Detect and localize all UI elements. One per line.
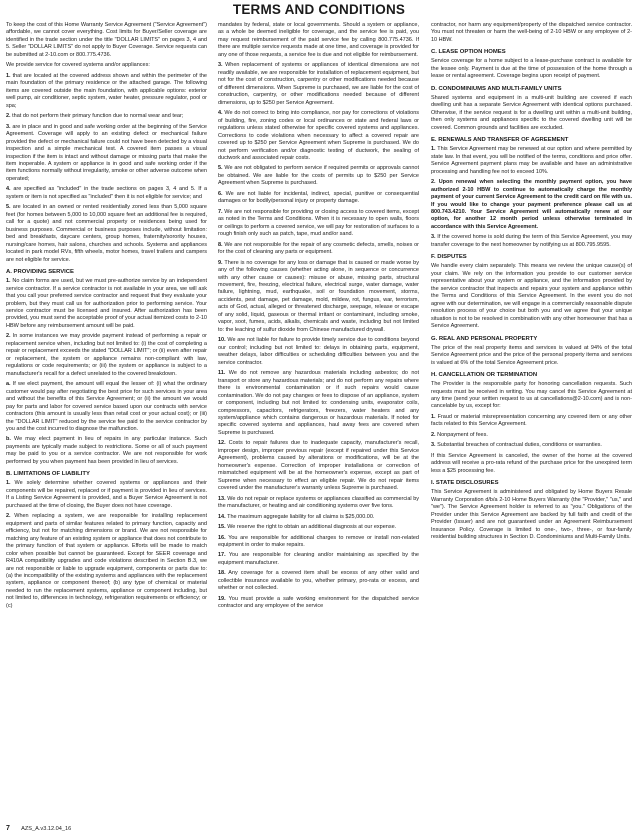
clause-text: are located in an owned or rented residentially zoned less than 5,000 square feet (for homes between 5,000 to 10,000 square feet an additional fee is required, call for a quote) and not commercial property or residences being used for business purposes. Commercial or business purposes include, without limitation: bed and breakfasts, daycare centers, group homes, fraternity/sorority houses, nursing/care homes, hair salons, churches and schools. Systems and appliances located in park model RVs, fifth wheels, motor homes, travel trailers and campers are not eligible for service. (6, 204, 207, 263)
clause-text: You are responsible for cleaning and/or maintaining as specified by the equipment manufacturer. (218, 552, 419, 566)
clause-text: We provide service for covered systems and/or appliances: (6, 62, 150, 69)
clause-number: 4. (218, 110, 223, 117)
text-column-2 (218, 22, 419, 817)
clause-text: We are not liable for incidental, indirect, special, punitive or consequential damages or for bodily/personal injury or property damage. (218, 190, 419, 205)
clause-text: If we elect payment, the amount will equal the lesser of: (i) what the ordinary customer would pay after negotiating the best price for such services in your area and without the benefits of this Service Agreement; or (ii) the amount we would pay for parts and labor for covered service based upon our contracts with service contractors (this amount is usually less than retail cost or your actual cost); or (iii) the "DOLLAR LIMIT" reduced by the service fee paid to the service contractor by you and the cost incurred to diagnose the malfunction. (6, 381, 207, 432)
numbered-clause (431, 146, 632, 176)
numbered-clause (218, 514, 419, 521)
clause-number: 3. (6, 123, 11, 130)
clause-number: 7. (218, 208, 223, 215)
numbered-clause (218, 535, 419, 550)
clause-number: 19. (218, 595, 226, 602)
paragraph (431, 22, 632, 44)
clause-number: 1. (6, 72, 11, 79)
clause-text: When replacing a system, we are responsible for installing replacement equipment and parts of similar features related to primary function, capacity and efficiency, but not for matching dimensions or brand. We are not responsible for matching any feature of an existing system or appliance that does not contribute to the primary function of that system or appliance. Efforts will be made to match color when possible but cannot be guaranteed. Except for SEER coverage and R410A compatibility upgrades and code violations described in Section B.3, we are not responsible or liable to upgrade equipment, components or parts due to: (a) the incompatibility of the existing systems and appliances with the replacement system, appliance or component thereof; (b) any type of chemical or material needed to run the replacement systems, appliance or component including, but not limited to, differences in technology, refrigeration requirements or efficiency; or (c) (6, 513, 207, 609)
clause-text: Costs to repair failures due to inadequate capacity, manufacturer's recall, improper design, improper previous repair (except if repaired under this Service Agreement), problems caused by alterations or modifications, will be at the homeowner's expense. Correction of improper installations or correction of mismatched equipment will be at the homeowner's expense, except as part of Supreme when necessary to effect an eligible repair. We do not repair items covered under the manufacturer's warranty unless Supreme is purchased. (218, 440, 419, 492)
numbered-clause (218, 165, 419, 187)
clause-text: If this Service Agreement is canceled, the owner of the home at the covered address will receive a pro-rata refund of the purchase price for the unexpired term less a $25 processing fee. (431, 452, 632, 474)
section-heading: D. CONDOMINIUMS AND MULTI-FAMILY UNITS (431, 85, 562, 92)
clause-text: We are not obligated to perform service if required permits or approvals cannot be obtained. We are liable for the costs of permits up to $250 per Service Agreement when Supreme is purchased. (218, 165, 419, 187)
page-title: TERMS AND CONDITIONS (232, 2, 406, 17)
paragraph (431, 263, 632, 330)
clause-number: 3. (218, 62, 223, 69)
clause-text: Nonpayment of fees. (437, 431, 488, 438)
numbered-clause (6, 513, 207, 610)
clause-number: 1. (6, 278, 11, 285)
clause-number: 14. (218, 513, 226, 520)
page-number: 7 (6, 825, 10, 832)
numbered-clause (218, 370, 419, 437)
section-heading: H. CANCELLATION OR TERMINATION (431, 372, 538, 379)
numbered-clause (218, 209, 419, 239)
clause-number: 1. (431, 146, 436, 153)
clause-number: 8. (218, 241, 223, 248)
numbered-clause (6, 278, 207, 330)
clause-number: a. (6, 381, 11, 388)
clause-number: 5. (6, 204, 11, 211)
numbered-clause (6, 480, 207, 510)
clause-text: The maximum aggregate liability for all claims is $25,000.00. (227, 513, 375, 520)
clause-number: 11. (218, 370, 226, 377)
numbered-clause (431, 179, 632, 231)
section-heading: A. PROVIDING SERVICE (6, 269, 74, 276)
numbered-clause (218, 524, 419, 531)
numbered-clause (218, 242, 419, 257)
section-heading: F. DISPUTES (431, 254, 467, 261)
numbered-clause (218, 337, 419, 367)
clause-number: 2. (6, 113, 11, 120)
clause-text: Service coverage for a home subject to a lease-purchase contract is available for the lessee only. Payment is due at the time of possession of the home through a lease or rental agreement. Coverage begins upon receipt of payment. (431, 58, 632, 80)
paragraph (431, 381, 632, 411)
clause-text: We do not repair or replace systems or appliances classified as commercial by the manufacturer, or heating and air conditioning systems over five tons. (218, 495, 419, 510)
clause-number: 3. (431, 442, 436, 449)
clause-number: 10. (218, 337, 226, 344)
clause-number: 2. (6, 513, 11, 520)
clause-text: We solely determine whether covered systems or appliances and their components will be repaired, replaced or if payment is provided in lieu of services. If a Listing Service Agreement is provided, and a Buyer Service Agreement is not purchased at the time of closing, the Buyer does not have coverage. (6, 480, 207, 509)
clause-text: contractor, nor harm any equipment/property of the dispatched service contractor. You must not threaten or harm the well-being of 2-10 HBW or any employee of 2-10 HBW. (431, 22, 632, 43)
clause-text: When replacement of systems or appliances of identical dimensions are not readily available, we are responsible for installation of replacement equipment, but not for the cost of construction, carpentry or other modifications needed because of different dimensions. When Supreme is purchased, we are liable for the cost of construction, carpentry, or other modifications needed because of different dimensions, up to $250 per Service Agreement. (218, 62, 419, 106)
paragraph (6, 22, 207, 59)
numbered-clause (6, 204, 207, 264)
clause-number: 17. (218, 552, 226, 559)
clause-number: 1. (431, 413, 436, 420)
clause-number: 1. (6, 480, 11, 487)
numbered-clause (431, 414, 632, 429)
clause-number: 5. (218, 165, 223, 172)
clause-number: 3. (431, 234, 436, 241)
clause-text: The price of the real property items and services is valued at 94% of the total Service Agreement price and the price of the personal property items and services is valued at 6% of the total Service Agreement price. (431, 344, 632, 366)
numbered-clause (218, 110, 419, 162)
clause-text: that are located at the covered address shown and within the perimeter of the main foundation of the primary residence or the attached garage. The following items are covered outside the main foundation, with applicable options: exterior well pump, air conditioner, septic system, water heater, pressure regulator, pool or spa; (6, 72, 207, 109)
clause-text: Any coverage for a covered item shall be excess of any other valid and collectible insurance available to you, whether primary, pro-rata or excess, and whether or not collected. (218, 570, 419, 592)
clause-number: 2. (431, 431, 436, 438)
section-heading: E. RENEWALS AND TRANSFER OF AGREEMENT (431, 137, 569, 144)
document-code: AZS_A.v3.12.04_16 (21, 826, 72, 832)
numbered-clause (6, 186, 207, 201)
clause-number: 13. (218, 495, 226, 502)
section-heading: C. LEASE OPTION HOMES (431, 49, 506, 56)
clause-text: are in place and in good and safe working order at the beginning of the Service Agreement. Coverage will apply to an existing defect or mechanical failure provided the defect or mechanical failure could not have been detected by a visual inspection and a simple mechanical test. A covered item passes a visual inspection if the item is intact and without damage or missing parts that make the item inoperable. A system or appliance is in good and safe working order if the item functions normally without irregularity, smoke or other adverse outcome when operated; (6, 123, 207, 182)
clause-text: that do not perform their primary function due to normal wear and tear; (12, 113, 184, 120)
clause-number: 18. (218, 570, 226, 577)
section-heading: B. LIMITATIONS OF LIABILITY (6, 471, 90, 478)
paragraph (431, 489, 632, 541)
numbered-clause (218, 62, 419, 107)
clause-text: Substantial breaches of contractual duties, conditions or warranties. (437, 442, 602, 449)
clause-text: Upon renewal when selecting the monthly payment option, you have authorized 2-10 HBW to continue to automatically charge the monthly payment of your current Service Agreement to the credit card on file with us. If you would like to change your payment preference please call us at 800.743.4210. Your Service Agreement will automatically renew at our option, for another 12 month period unless otherwise terminated in accordance with this Service Agreement. (431, 179, 632, 230)
clause-number: 9. (218, 259, 223, 266)
clause-text: We do not correct to bring into compliance, nor pay for corrections of violations of building, fire, zoning codes or local ordinances or state and federal laws or regulations unless stated otherwise for specific covered systems and appliances. Corrections to code violations when necessary to affect a covered repair are covered up to $250 per Service Agreement when Supreme is purchased. We do not perform verification and/or diagnostic testing of ductwork, the sealing of ductwork and associated repair costs. (218, 110, 419, 161)
numbered-clause (6, 381, 207, 433)
clause-text: You must provide a safe working environment for the dispatched service contractor and any employee of the service (218, 595, 419, 610)
text-column-3 (431, 22, 632, 817)
clause-text: We do not remove any hazardous materials including asbestos; do not transport or store any hazardous materials; and do not perform any repairs where there is environmental contamination or if such repairs would cause contamination. We do not pay changes or fees to dispose of an appliance, system or component, including but not limited to: condensing units, evaporator coils, compressors, capacitors, refrigerators, freezers, water heaters and any system/appliance which contains dangerous or hazardous materials. If noted for specific covered systems and appliances, haul away fees are covered when Supreme is purchased. (218, 370, 419, 436)
clause-text: Fraud or material misrepresentation concerning any covered item or any other facts related to this Service Agreement. (431, 413, 632, 428)
clause-text: The Provider is the responsible party for honoring cancellation requests. Such requests must be received in writing. You may cancel this Service Agreement at any time (send your written request to us at cancellations@2-10.com) and is non-cancelable by us, except for: (431, 381, 632, 410)
numbered-clause (431, 442, 632, 449)
numbered-clause (218, 440, 419, 492)
clause-text: We reserve the right to obtain an additional diagnosis at our expense. (227, 524, 397, 531)
clause-text: We are not liable for failure to provide timely service due to conditions beyond our control; including but not limited to: delays in obtaining parts, equipment, weather delays, labor difficulties or scheduling difficulties between you and the service contractor. (218, 337, 419, 366)
numbered-clause (6, 113, 207, 120)
numbered-clause (6, 73, 207, 110)
paragraph (6, 62, 207, 69)
clause-text: To keep the cost of this Home Warranty Service Agreement ("Service Agreement") affordable, we cannot cover everything. Cost limits for Buyer/Seller coverage are identified in the trade section under the title "DOLLAR LIMITS" on pages 3, 4 and 5. Seller "DOLLAR LIMITS" do not apply to Buyer Coverage. Service requests can be submitted at 2-10.com or 800.775.4736. (6, 22, 207, 58)
paragraph (218, 22, 419, 59)
clause-text: We are not responsible for providing or closing access to covered items, except as noted in the Terms and Conditions. When it is necessary to open walls, floors or ceilings to perform a covered service, we will pay for restoration of surfaces to a rough finish only such as patch, tape, mud and/or sand. (218, 208, 419, 238)
clause-text: In some instances we may provide payment instead of performing a repair or replacement service when, including but not limited to: (i) the cost of completing a repair or replacement exceeds the stated "DOLLAR LIMIT"; or (ii) even after repair or replacement, the system or appliance remains non-compliant with law, regulations or code requirements; or (iii) the system or appliance is subject to a manufacturer's recall for a defect unrelated to the covered breakdown. (6, 333, 207, 377)
numbered-clause (6, 333, 207, 378)
paragraph (431, 345, 632, 367)
clause-number: 4. (6, 186, 11, 193)
clause-number: 12. (218, 440, 226, 447)
clause-text: This Service Agreement may be renewed at our option and where permitted by state law. In that event, you will be notified of the terms, conditions and price offer. Service Agreement payment plans may be available and have an administrative processing and handling fee not to exceed 10%. (431, 146, 632, 175)
clause-text: mandates by federal, state or local governments. Should a system or appliance, as a whole be deemed ineligible for coverage, and the service fee is paid, you may request reimbursement of the paid service fee by calling 800.775.4736. If there are multiple service requests made at one time, and coverage is provided for any one of those requests, a service fee is due and not eligible for reimbursement. (218, 22, 419, 58)
paragraph (431, 95, 632, 132)
section-heading: G. REAL AND PERSONAL PROPERTY (431, 335, 538, 342)
clause-number: 6. (218, 190, 223, 197)
numbered-clause (6, 124, 207, 184)
numbered-clause (6, 436, 207, 466)
numbered-clause (218, 191, 419, 206)
numbered-clause (218, 570, 419, 592)
clause-number: 2. (6, 333, 11, 340)
section-heading: I. STATE DISCLOSURES (431, 480, 499, 487)
clause-text: We handle every claim separately. This means we review the unique cause(s) of your claim. We rely on the information you provide to our customer service representative about your system or appliance, and the information provided by the service contractor that inspects and repairs your system and appliance within the Terms and Conditions of this Service Agreement. In the event you do not agree with our determination, we will engage in a commercially reasonable dispute resolution process of your choice but both you and we agree that your unique situation is not to be resolved in combination with any other homeowner that has a Service Agreement. (431, 263, 632, 330)
numbered-clause (218, 260, 419, 335)
clause-number: b. (6, 436, 11, 443)
paragraph (431, 58, 632, 80)
clause-text: No claim forms are used, but we must pre-authorize service by an independent service contractor. If a service contractor is not available in your area, we will ask that you call your preferred service contractor and request that they evaluate your problem, but they must call us for authorization prior to performing service. Your service contractor must be licensed and insured. After authorization has been provided, you must send the acceptable proof of your actual itemized costs to 2-10 HBW before any reimbursement amount will be paid. (6, 278, 207, 329)
paragraph (431, 453, 632, 475)
numbered-clause (218, 496, 419, 511)
clause-text: are specified as "included" in the trade sections on pages 3, 4 and 5. If a system or item is not specified as "included" then it is not eligible for service; and (6, 186, 207, 200)
clause-text: You are responsible for additional charges to remove or install non-related equipment in order to make repairs. (218, 534, 419, 548)
clause-text: There is no coverage for any loss or damage that is caused or made worse by any of the following causes (whether acting alone, in sequence or concurrence with any other cause or causes): misuse or abuse, missing parts, structural movement, fire, freezing, electrical failure, electrical surge, water damage, water failure, lightning, mud, earthquake, soil or foundation movement, storms, accidents, pest damage, pet damage, mold, mildew, rot, fungus, war, terrorism, acts of God, actual, alleged or threatened discharge, seepage, release or escape of any solid, liquid, gaseous or thermal irritant or contaminant, including smoke, vapor, soot, fumes, acids, alkalis, chemicals and waste, including but not limited to: the leaching of sulfur dioxide from Chinese manufactured drywall. (218, 259, 419, 333)
numbered-clause (431, 234, 632, 249)
clause-number: 2. (431, 179, 436, 186)
clause-text: Shared systems and equipment in a multi-unit building are covered if each dwelling unit has a separate Service Agreement with identical options purchased. Otherwise, if the service request is for a dwelling unit within a multi-unit building, then only systems and appliances specific to the covered dwelling unit will be covered. Common grounds and facilities are excluded. (431, 94, 632, 131)
text-column-1 (6, 22, 207, 817)
clause-text: If the covered home is sold during the term of this Service Agreement, you may transfer coverage to the next homeowner by notifying us at 800.795.9595. (431, 234, 632, 248)
numbered-clause (431, 432, 632, 439)
page-footer (6, 825, 71, 832)
clause-text: We may elect payment in lieu of repairs in any particular instance. Such payments are typically made subject to restrictions. Some or all of such payment may be paid to you or a service contractor. We are not responsible for work performed by you when payment has been provided in lieu of services. (6, 436, 207, 465)
clause-number: 15. (218, 524, 226, 531)
numbered-clause (218, 552, 419, 567)
clause-number: 16. (218, 534, 226, 541)
clause-text: This Service Agreement is administered and obligated by Home Buyers Resale Warranty Corporation d/b/a 2-10 Home Buyers Warranty (the "Provider," "us," and "we"). The Service Agreement holder is referred to as "you." Obligations of the Provider under this Service Agreement are backed by full faith and credit of the Provider (Issuer) and are not guaranteed under an Agreement Reimbursement Insurance Policy. Coverage is limited to one-, two-, three-, or four-family residential building structures in Section D. Condominiums and Multi-Family Units. (431, 489, 632, 541)
clause-text: We are not responsible for the repair of any cosmetic defects, smells, noises or for the cost of cleaning any parts or equipment. (218, 241, 419, 256)
numbered-clause (218, 596, 419, 611)
